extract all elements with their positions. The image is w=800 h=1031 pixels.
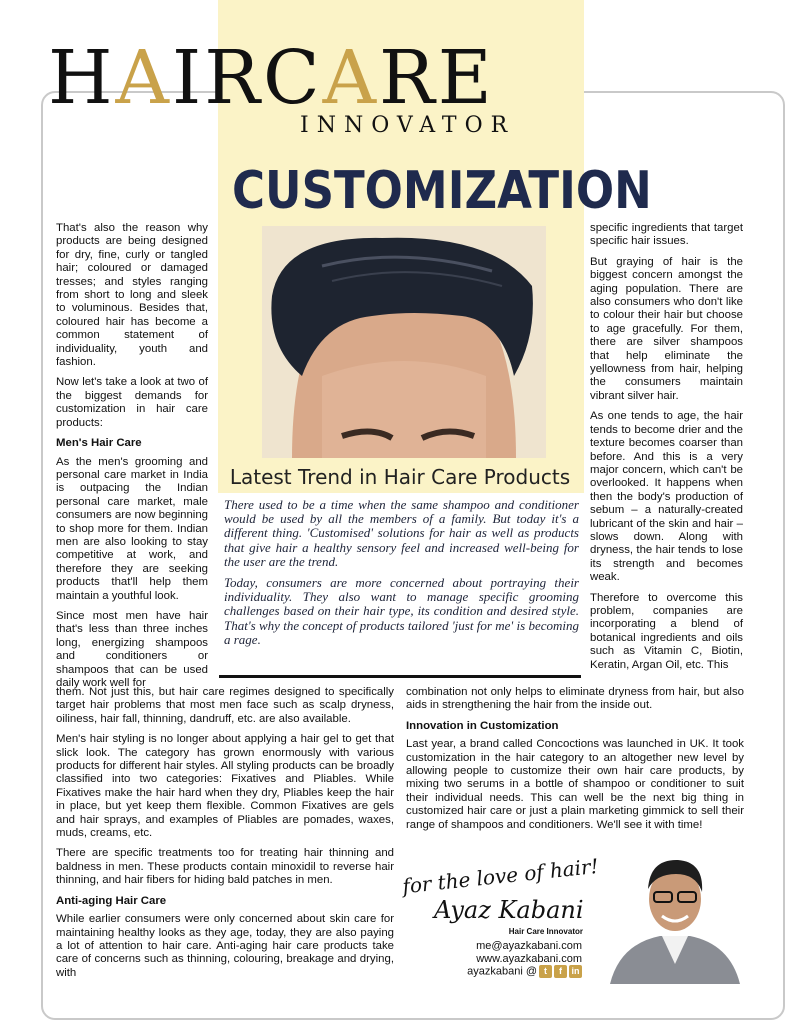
intro-paragraph: There used to be a time when the same shampoo and conditioner would be used by all the members of a family. But today it's a different thing. 'Customised' solutions for hair as well as products that give hair a healthy sensory feel and increased well-being for the user are the trend.: [224, 497, 579, 569]
twitter-icon[interactable]: t: [539, 965, 552, 978]
bottom-right-column: [406, 686, 744, 839]
contact-block: [420, 940, 582, 978]
intro-text: [224, 498, 579, 670]
paragraph: As the men's grooming and personal care market in India is outpacing the Indian personal care market, male consumers are now beginning to shop more for them. Indian men are also looking to stay competitive at work, and therefore they are seeking products that'll help them maintain a youthful look.: [56, 455, 208, 602]
facebook-icon[interactable]: f: [554, 965, 567, 978]
hair-photo: [262, 226, 546, 458]
masthead-title: HAIRCARE: [48, 35, 495, 121]
subheading: Innovation in Customization: [406, 719, 559, 732]
author-portrait: [600, 844, 750, 984]
paragraph: There are specific treatments too for treating hair thinning and baldness in men. These products contain minoxidil to reverse hair thinning, and hair fibers for hiding bald patches in men.: [56, 847, 394, 887]
paragraph: Since most men have hair that's less than three inches long, energizing shampoos and conditioners or shampoos that can be used daily work well for: [56, 609, 208, 689]
intro-paragraph: Today, consumers are more concerned about portraying their individuality. They also want to manage specific grooming challenges based on their hair type, its condition and desired style. That's why the concept of products tailored 'just for me' is becoming a rage.: [224, 575, 579, 647]
paragraph: specific ingredients that target specific hair issues.: [590, 222, 743, 248]
signature-tagline: for the love of hair!: [401, 853, 600, 899]
email-link[interactable]: me@ayazkabani.com: [476, 940, 582, 952]
section-title: CUSTOMIZATION: [232, 159, 652, 221]
paragraph: Now let's take a look at two of the biggest demands for customization in hair care products:: [56, 376, 208, 429]
bottom-left-column: [56, 686, 394, 987]
paragraph: While earlier consumers were only concerned about skin care for maintaining healthy looks as they age, today, they are also paying a lot of attention to hair care. Anti-aging hair care products take care of concerns such as thinning, colouring, breakage and drying, with: [56, 913, 394, 979]
linkedin-icon[interactable]: in: [569, 965, 582, 978]
subheading: Anti-aging Hair Care: [56, 894, 167, 907]
subheading: Men's Hair Care: [56, 437, 142, 450]
right-column: [590, 222, 743, 679]
paragraph: But graying of hair is the biggest concern amongst the aging population. There are also consumers who don't like to colour their hair but choose to age gracefully. For them, there are silver shampoos that help eliminate the yellowness from hair, helping the consumers maintain vibrant silver hair.: [590, 255, 743, 402]
signature-role: Hair Care Innovator: [508, 927, 583, 936]
divider: [219, 675, 581, 678]
paragraph: them. Not just this, but hair care regimes designed to specifically target hair problems that most men face such as scalp dryness, oiliness, hair fall, thinning, dandruff, etc. are also available.: [56, 686, 394, 725]
left-column: [56, 222, 208, 697]
social-handle: ayazkabani @: [467, 965, 537, 978]
paragraph: That's also the reason why products are being designed for dry, fine, curly or tangled hair; coloured or damaged tresses; and styles ranging from short to long and sleek to voluminous. Besides that, coloured hair has become a common statement of individuality, youth and fashion.: [56, 222, 208, 369]
paragraph: Last year, a brand called Concoctions was launched in UK. It took customization in the hair category to an altogether new level by allowing people to customize their own hair care products, by mixing two serums in a bottle of shampoo or conditioner to suit their individual needs. This can well be the next big thing in customized hair care or just a plain marketing gimmick to sell their range of shampoos and conditioners. We'll see it with time!: [406, 738, 744, 831]
paragraph: As one tends to age, the hair tends to become drier and the texture becomes coarser than before. And this is a very major concern, which can't be overlooked. It happens when then the body's production of sebum – a naturally-created lubricant of the skin and hair – slows down. Along with dryness, the hair tends to lose its strength and becomes weak.: [590, 410, 743, 584]
paragraph: Men's hair styling is no longer about applying a hair gel to get that slick look. The category has grown enormously with various products for different hair styles. All styling products can be broadly classified into two categories: Fixatives and Pliables. While Fixatives make the hair hard when they dry, Pliables keep the hair in place, but yet keep them flexible. Common Fixatives are gels and hair sprays, and examples of Pliables are pomades, waxes, muds, creams, etc.: [56, 733, 394, 840]
paragraph: Therefore to overcome this problem, companies are incorporating a blend of botanical ingredients and oils such as Vitamin C, Biotin, Keratin, Argan Oil, etc. This: [590, 591, 743, 671]
website-link[interactable]: www.ayazkabani.com: [476, 952, 582, 965]
paragraph: combination not only helps to eliminate dryness from hair, but also aids in strengthening the hair from the inside out.: [406, 686, 744, 712]
social-row: [420, 965, 582, 978]
masthead-subtitle: INNOVATOR: [300, 113, 516, 138]
headline: Latest Trend in Hair Care Products: [229, 465, 571, 489]
signature-name: Ayaz Kabani: [434, 896, 584, 924]
